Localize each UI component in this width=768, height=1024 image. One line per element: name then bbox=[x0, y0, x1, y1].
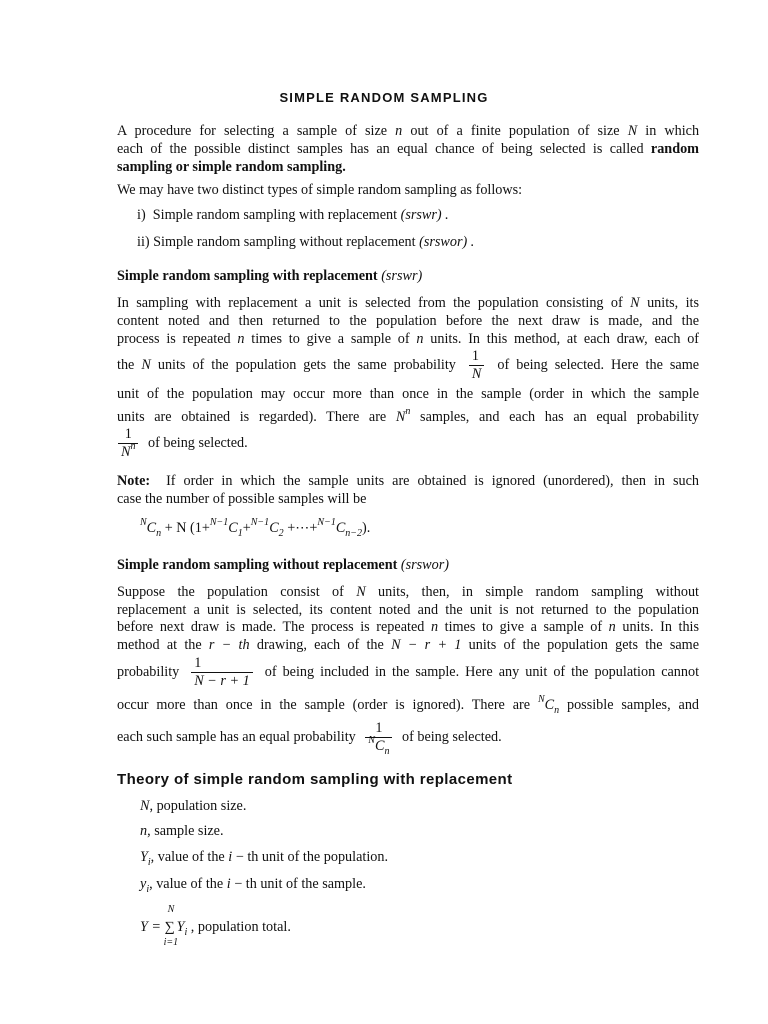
intro-line: sampling or simple random sampling. bbox=[117, 159, 346, 175]
fraction-1-over-N-n: $\frac{1}{N^n}$ bbox=[118, 426, 138, 461]
fraction-1-over-N-r-1: $\frac{1}{N - r + 1}$ bbox=[191, 655, 252, 690]
fraction-1-over-NCn: $\frac{1}{^NC_n}$ bbox=[365, 720, 392, 755]
note-line: Note: If order in which the sample units are obtained is ignored (unordered), then in such bbox=[117, 473, 699, 489]
intro-line: A procedure for selecting a sample of size n out of a finite population of size N in which bbox=[117, 123, 700, 139]
formula-unordered-samples: $^NC_n + N$ ($1+^{N-1}C_1+^{N-1}C_2$ $+\cdots+^{N-1}C_{n-2}$). bbox=[140, 517, 371, 539]
srswor-line: each such sample has an equal probability $\frac{1}{^NC_n}$ of being selected. bbox=[117, 720, 502, 757]
type-item: i) Simple random sampling with replacement (srswr) . bbox=[137, 207, 449, 223]
page-title: SIMPLE RANDOM SAMPLING bbox=[279, 90, 489, 105]
srswr-line: content noted and then returned to the population before the next draw is made, and the bbox=[117, 313, 699, 329]
definition-item: N, population size. bbox=[140, 798, 247, 814]
srswor-line: replacement a unit is selected, its content noted and the unit is not returned to the population bbox=[117, 602, 699, 618]
srswor-line: method at the r − th drawing, each of the N − r + 1 units of the population gets the same bbox=[117, 637, 699, 653]
section-heading-srswr: Simple random sampling with replacement (srswr) bbox=[117, 268, 423, 284]
section-heading-srswor: Simple random sampling without replacement (srswor) bbox=[117, 557, 449, 573]
srswor-line: probability $\frac{1}{N - r + 1}$ of being included in the sample. Here any unit of the population cannot bbox=[117, 655, 700, 689]
srswor-line: Suppose the population consist of N units, then, in simple random sampling without bbox=[117, 584, 699, 600]
srswr-line: unit of the population may occur more than once in the sample (order in which the sample bbox=[117, 386, 699, 402]
definition-item: n, sample size. bbox=[140, 823, 224, 839]
srswr-line: the N units of the population gets the same probability $\frac{1}{N}$ of being selected. Here the same bbox=[117, 348, 700, 382]
definition-item: $y_i$, value of the i − th unit of the sample. bbox=[140, 876, 366, 895]
note-line: case the number of possible samples will be bbox=[117, 491, 367, 507]
srswr-line: process is repeated n times to give a sample of n units. In this method, at each draw, each of bbox=[117, 331, 700, 347]
section-heading-theory: Theory of simple random sampling with replacement bbox=[117, 771, 513, 788]
fraction-1-over-N: $\frac{1}{N}$ bbox=[469, 348, 484, 383]
types-intro: We may have two distinct types of simple random sampling as follows: bbox=[117, 182, 523, 198]
population-total-formula: Y = N ∑ i=1 $Y_i$ , population total. bbox=[140, 904, 291, 948]
srswor-line: occur more than once in the sample (order is ignored). There are $^NC_n$ possible samples, and bbox=[117, 694, 700, 716]
definition-item: $Y_i$, value of the i − th unit of the population. bbox=[140, 849, 389, 868]
srswr-line: $\frac{1}{N^n}$ of being selected. bbox=[112, 426, 248, 461]
intro-line: each of the possible distinct samples has an equal chance of being selected is called random bbox=[117, 141, 699, 157]
srswor-line: before next draw is made. The process is repeated n times to give a sample of n units. In this bbox=[117, 619, 699, 635]
srswr-line: units are obtained is regarded). There are $N^n$ samples, and each has an equal probability bbox=[117, 406, 700, 425]
srswr-line: In sampling with replacement a unit is selected from the population consisting of N units, its bbox=[117, 295, 700, 311]
type-item: ii) Simple random sampling without replacement (srswor) . bbox=[137, 234, 475, 250]
